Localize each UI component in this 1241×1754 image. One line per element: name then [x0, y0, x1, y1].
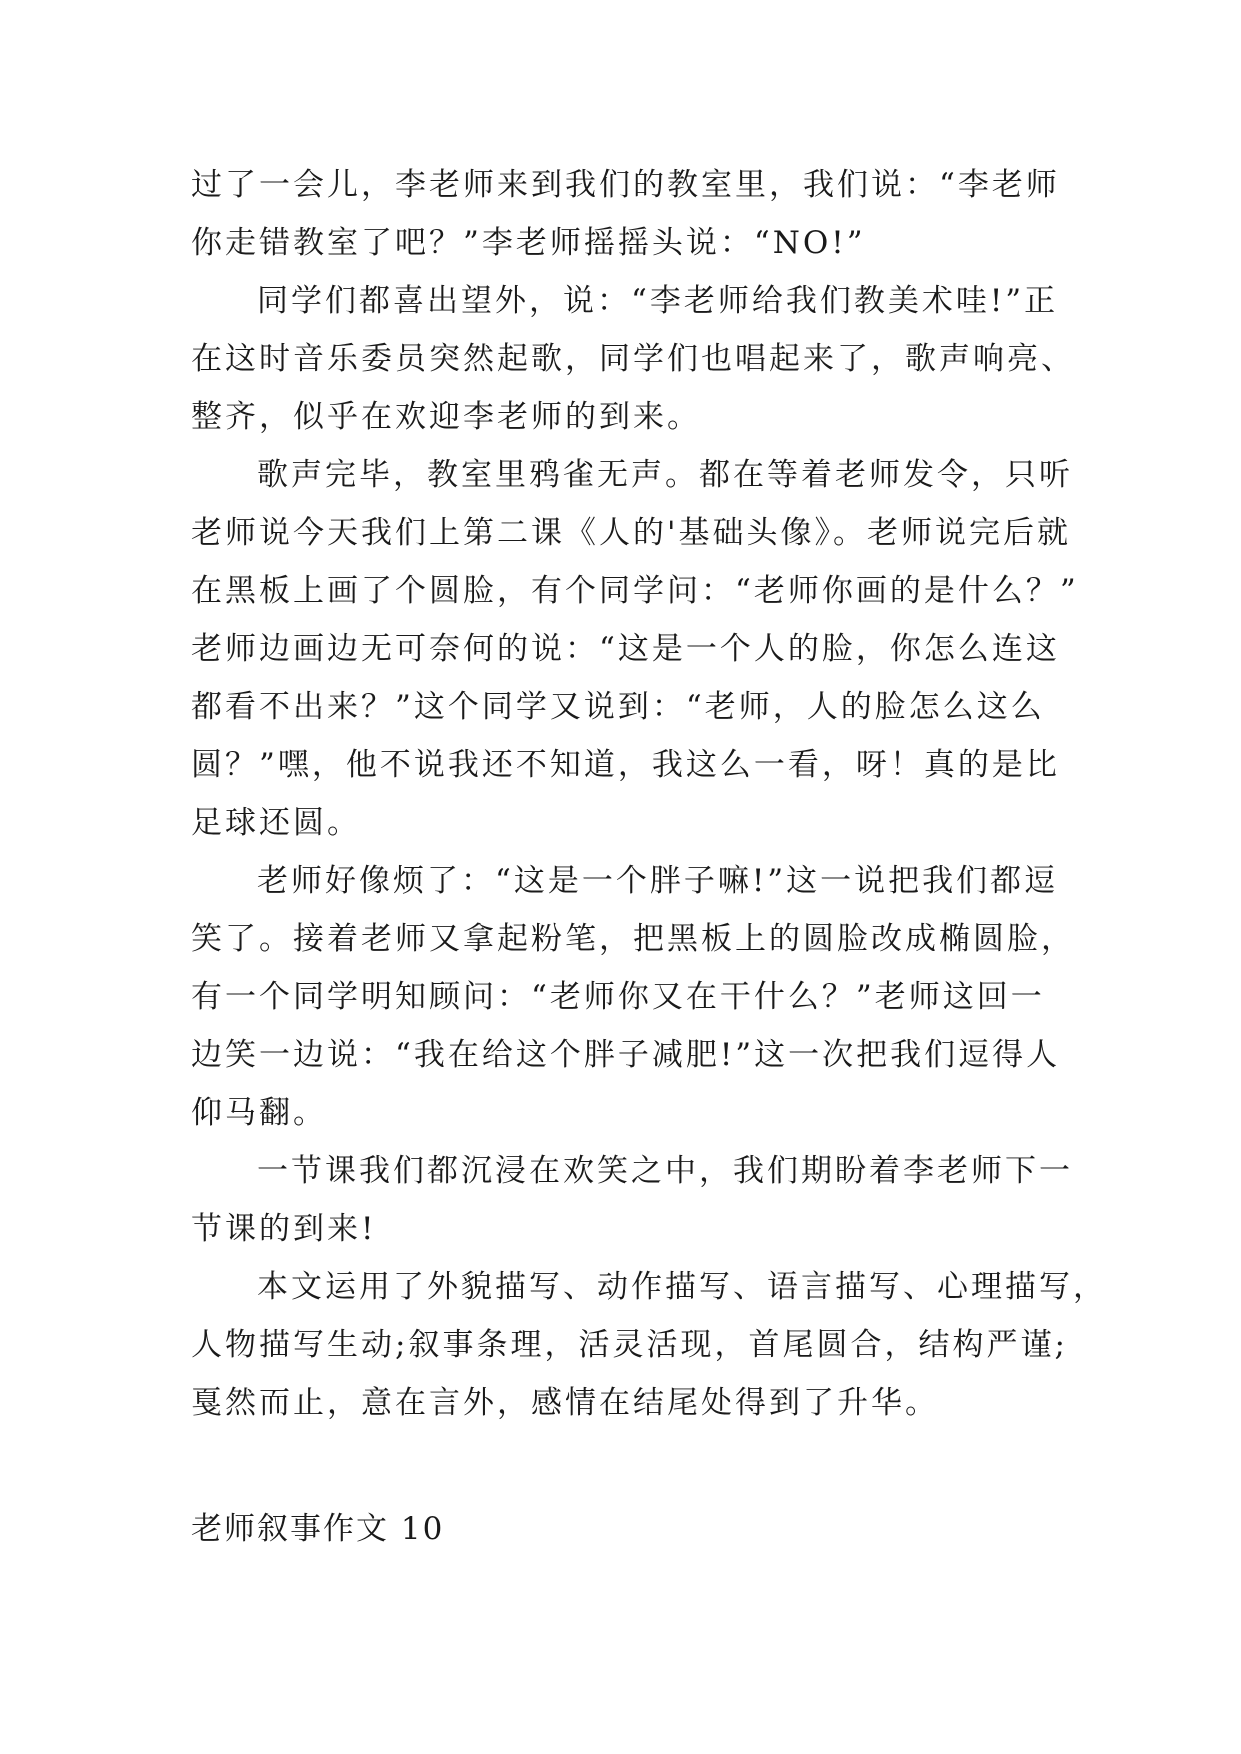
text-line: 本文运用了外貌描写、动作描写、语言描写、心理描写，: [257, 1269, 1107, 1305]
text-line: 老师好像烦了：“这是一个胖子嘛!”这一说把我们都逗: [257, 863, 1059, 899]
text-line: 足球还圆。: [191, 805, 361, 841]
text-line: 老师说今天我们上第二课《人的'基础头像》。老师说完后就: [191, 515, 1072, 551]
text-line: 你走错教室了吧？”李老师摇摇头说：“NO!”: [191, 225, 866, 261]
text-line: 同学们都喜出望外，说：“李老师给我们教美术哇!”正: [257, 283, 1059, 319]
text-line: 笑了。接着老师又拿起粉笔，把黑板上的圆脸改成椭圆脸，: [191, 921, 1075, 957]
text-line: 在黑板上画了个圆脸，有个同学问：“老师你画的是什么？”: [191, 573, 1079, 609]
paragraph: [191, 272, 1075, 446]
text-line: 歌声完毕，教室里鸦雀无声。都在等着老师发令，只听: [257, 457, 1073, 493]
text-line: 老师边画边无可奈何的说：“这是一个人的脸，你怎么连这: [191, 631, 1060, 667]
text-line: 人物描写生动;叙事条理，活灵活现，首尾圆合，结构严谨;: [191, 1327, 1068, 1363]
text-line: 过了一会儿，李老师来到我们的教室里，我们说：“李老师: [191, 167, 1060, 203]
text-line: 有一个同学明知顾问：“老师你又在干什么？”老师这回一: [191, 979, 1045, 1015]
text-line: 仰马翻。: [191, 1095, 327, 1131]
paragraph: [191, 1142, 1071, 1258]
text-line: 一节课我们都沉浸在欢笑之中，我们期盼着李老师下一: [257, 1153, 1073, 1189]
text-line: 在这时音乐委员突然起歌，同学们也唱起来了，歌声响亮、: [191, 341, 1075, 377]
paragraph: [191, 156, 1071, 272]
paragraph: [191, 446, 1079, 852]
text-line: 边笑一边说：“我在给这个胖子减肥!”这一次把我们逗得人: [191, 1037, 1061, 1073]
text-line: 都看不出来？”这个同学又说到：“老师，人的脸怎么这么: [191, 689, 1045, 725]
article-body: [191, 156, 1107, 1432]
text-line: 圆？”嘿，他不说我还不知道，我这么一看，呀！真的是比: [191, 747, 1060, 783]
paragraph: [191, 1258, 1107, 1432]
text-line: 节课的到来!: [191, 1211, 377, 1247]
section-heading: 老师叙事作文 10: [191, 1511, 445, 1547]
text-line: 戛然而止，意在言外，感情在结尾处得到了升华。: [191, 1385, 939, 1421]
text-line: 整齐，似乎在欢迎李老师的到来。: [191, 399, 701, 435]
paragraph: [191, 852, 1075, 1142]
